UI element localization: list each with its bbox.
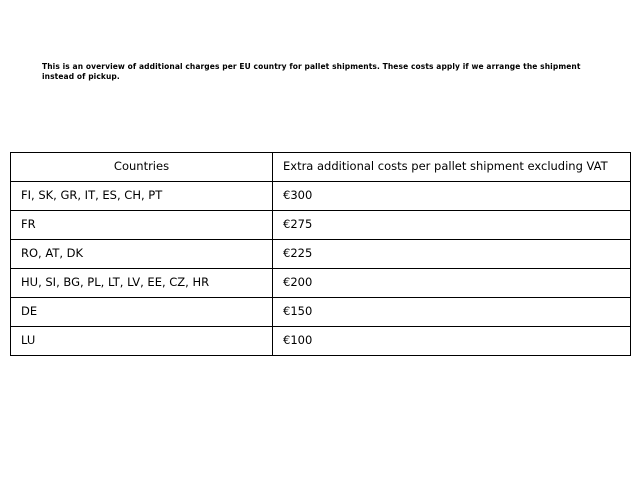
- cell-countries: FR: [11, 211, 273, 240]
- table-header-row: [11, 153, 631, 182]
- cell-cost: €200: [273, 269, 631, 298]
- charges-table: [10, 152, 631, 356]
- cell-countries: FI, SK, GR, IT, ES, CH, PT: [11, 182, 273, 211]
- table-row: [11, 327, 631, 356]
- table-row: [11, 182, 631, 211]
- cell-cost: €150: [273, 298, 631, 327]
- column-header-costs: Extra additional costs per pallet shipment excluding VAT: [273, 153, 631, 182]
- charges-table-container: [10, 152, 630, 356]
- cell-cost: €300: [273, 182, 631, 211]
- table-row: [11, 240, 631, 269]
- column-header-countries: Countries: [11, 153, 273, 182]
- cell-cost: €225: [273, 240, 631, 269]
- cell-cost: €275: [273, 211, 631, 240]
- table-row: [11, 298, 631, 327]
- cell-cost: €100: [273, 327, 631, 356]
- table-row: [11, 211, 631, 240]
- cell-countries: DE: [11, 298, 273, 327]
- table-row: [11, 269, 631, 298]
- cell-countries: RO, AT, DK: [11, 240, 273, 269]
- intro-paragraph: This is an overview of additional charges per EU country for pallet shipments. These costs apply if we arrange the shipment instead of pickup.: [42, 62, 581, 81]
- cell-countries: HU, SI, BG, PL, LT, LV, EE, CZ, HR: [11, 269, 273, 298]
- cell-countries: LU: [11, 327, 273, 356]
